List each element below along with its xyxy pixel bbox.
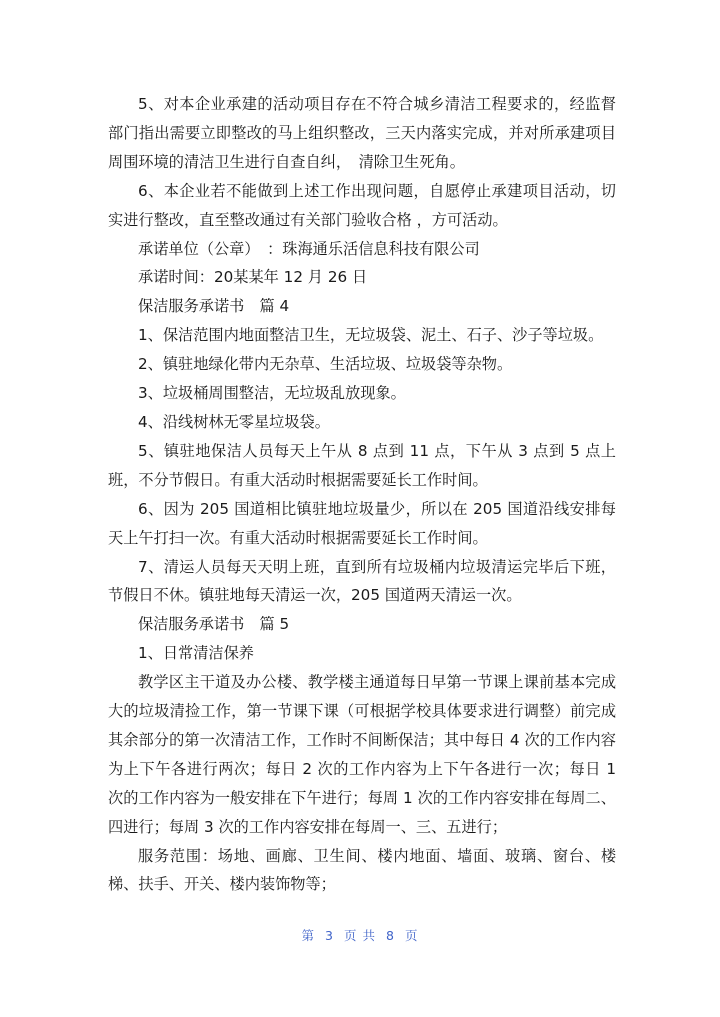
paragraph-item-6: 6、因为 205 国道相比镇驻地垃圾量少，所以在 205 国道沿线安排每天上午打扫一次。有重大活动时根据需要延长工作时间。 <box>108 499 616 547</box>
paragraph-commitment-5: 5、对本企业承建的活动项目存在不符合城乡清洁工程要求的，经监督部门指出需要立即整改的马上组织整改，三天内落实完成，并对所承建项目周围环境的清洁卫生进行自查自纠， 清除卫生死角。 <box>108 95 616 171</box>
paragraph-item-1: 1、保洁范围内地面整洁卫生，无垃圾袋、泥土、石子、沙子等垃圾。 <box>138 326 604 345</box>
footer-label-of: 页 共 <box>344 928 376 943</box>
paragraph-commitment-date: 承诺时间：20某某年 12 月 26 日 <box>138 268 368 287</box>
paragraph-item-5: 5、镇驻地保洁人员每天上午从 8 点到 11 点，下午从 3 点到 5 点上班，不分节假日。有重大活动时根据需要延长工作时间。 <box>108 441 616 489</box>
paragraph-item-2: 2、镇驻地绿化带内无杂草、生活垃圾、垃圾袋等杂物。 <box>138 355 513 374</box>
footer-label-end: 页 <box>404 928 419 943</box>
paragraph-commitment-unit: 承诺单位（公章） ：珠海通乐活信息科技有限公司 <box>138 239 480 258</box>
paragraph-item-3: 3、垃圾桶周围整洁，无垃圾乱放现象。 <box>138 384 406 403</box>
footer-label-page: 第 <box>301 928 316 943</box>
paragraph-item-4: 4、沿线树林无零星垃圾袋。 <box>138 412 330 431</box>
paragraph-commitment-6: 6、本企业若不能做到上述工作出现问题，自愿停止承建项目活动，切实进行整改，直至整改通过有关部门验收合格 ，方可活动。 <box>108 181 616 229</box>
paragraph-daily-cleaning-detail: 教学区主干道及办公楼、教学楼主通道每日早第一节课上课前基本完成大的垃圾清捡工作，第一节课下课（可根据学校具体要求进行调整）前完成其余部分的第一次清洁工作，工作时不间断保洁；其中每日 4 次的工作内容为上下午各进行两次；每日 2 次的工作内容为上下午各进行一次；每日 1 次的工作内容为一般安排在下午进行；每周 1 次的工作内容安排在每周二、四进行；每周 3 次的工作内容安排在每周一、三、五进行； <box>108 673 616 836</box>
page-footer <box>0 926 720 944</box>
paragraph-service-scope: 服务范围：场地、画廊、卫生间、楼内地面、墙面、玻璃、窗台、楼梯、扶手、开关、楼内装饰物等； <box>108 846 616 894</box>
footer-total-pages: 8 <box>385 928 395 943</box>
paragraph-daily-cleaning-title: 1、日常清洁保养 <box>138 644 254 663</box>
footer-current-page: 3 <box>325 928 334 943</box>
document-body <box>108 90 616 899</box>
section-heading-part-5: 保洁服务承诺书 篇 5 <box>138 615 290 634</box>
paragraph-item-7: 7、清运人员每天天明上班，直到所有垃圾桶内垃圾清运完毕后下班，节假日不休。镇驻地每天清运一次，205 国道两天清运一次。 <box>108 557 616 605</box>
section-heading-part-4: 保洁服务承诺书 篇 4 <box>138 297 290 316</box>
